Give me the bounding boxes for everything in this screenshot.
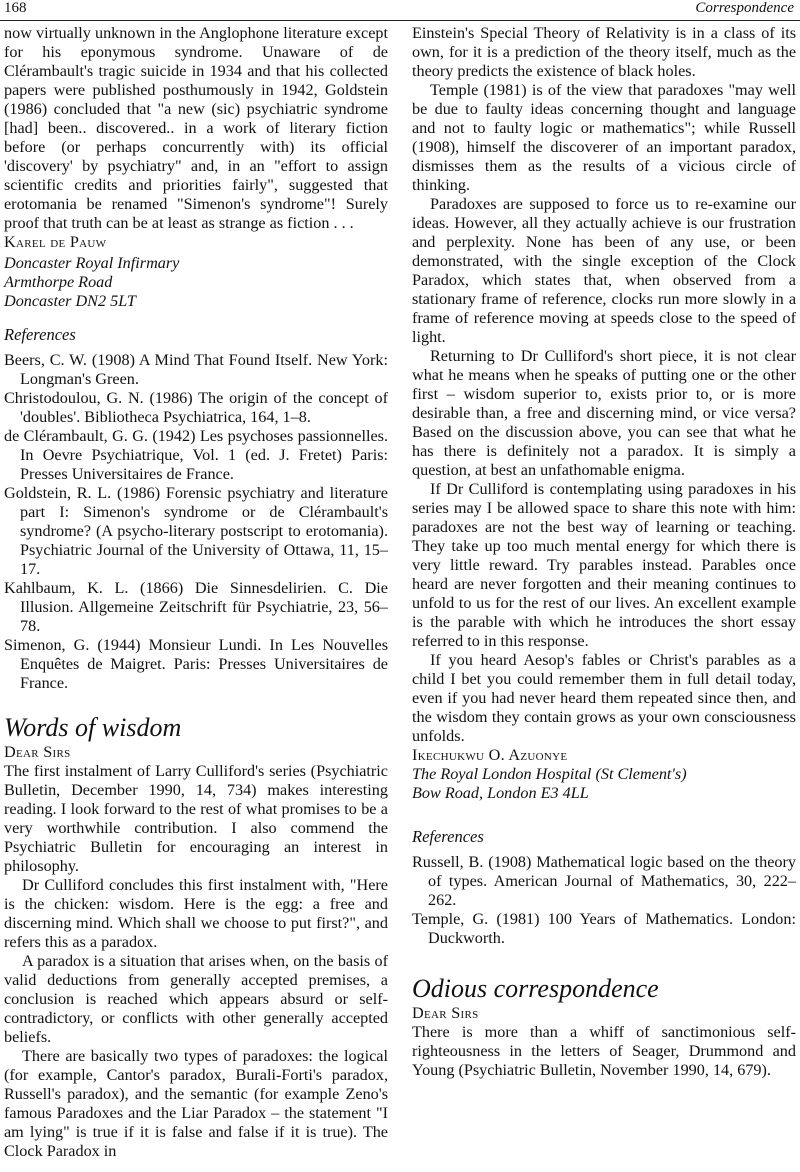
reference-item: Kahlbaum, K. L. (1866) Die Sinnesdelirien. C. Die Illusion. Allgemeine Zeitschrift für Psychiatrie, 23, 56–78. (4, 579, 388, 635)
page-header (0, 0, 800, 22)
address-line: Armthorpe Road (4, 273, 113, 291)
address-line: Doncaster DN2 5LT (4, 292, 136, 310)
section-title: Words of wisdom (4, 713, 182, 742)
signature: Ikechukwu O. Azuonye (412, 746, 568, 764)
section-title: Odious correspondence (412, 974, 659, 1003)
signature: Karel de Pauw (4, 233, 107, 251)
letter-paragraph: Dr Culliford concludes this first instalment with, "Here is the chicken: wisdom. Here is the egg: a free and discerning mind. Which shall we choose to put first?", and refers this as a paradox. (4, 876, 388, 951)
author-address (412, 765, 796, 803)
letter-paragraph: A paradox is a situation that arises when, on the basis of valid deductions from generally accepted premises, a conclusion is reached which appears absurd or self-contradictory, or conflicts with other generally accepted beliefs. (4, 952, 388, 1046)
letter-paragraph: There are basically two types of paradoxes: the logical (for example, Cantor's paradox, Burali-Forti's paradox, Russell's paradox), and the semantic (for example Zeno's famous Paradoxes and the Liar Paradox – the statement "I am lying" is true if it is false and false if it is true). The Clock Paradox in (4, 1047, 388, 1160)
salutation: Dear Sirs (412, 1004, 479, 1022)
letter-paragraph: If you heard Aesop's fables or Christ's parables as a child I bet you could remember them in full detail today, even if you had never heard them repeated since then, and the wisdom they contain grows as your own consciousness unfolds. (412, 651, 796, 745)
reference-item: Russell, B. (1908) Mathematical logic based on the theory of types. American Journal of Mathematics, 30, 222–262. (412, 853, 796, 909)
references-heading: References (4, 325, 76, 344)
reference-item: Temple, G. (1981) 100 Years of Mathematics. London: Duckworth. (412, 910, 796, 947)
reference-item: Simenon, G. (1944) Monsieur Lundi. In Les Nouvelles Enquêtes de Maigret. Paris: Presses Universitaires de France. (4, 636, 388, 692)
reference-item: de Clérambault, G. G. (1942) Les psychoses passionnelles. In Oevre Psychiatrique, Vol. 1 (ed. J. Fretet) Paris: Presses Universitaires de France. (4, 427, 388, 483)
letter-paragraph: Paradoxes are supposed to force us to re-examine our ideas. However, all they actually achieve is our frustration and perplexity. None has been of any use, or been demonstrated, with the single exception of the Clock Paradox, which states that, when observed from a stationary frame of reference, clocks run more slowly in a frame of reference moving at speeds close to the speed of light. (412, 195, 796, 346)
references-heading: References (412, 827, 484, 846)
running-title: Correspondence (695, 0, 794, 16)
reference-item: Beers, C. W. (1908) A Mind That Found Itself. New York: Longman's Green. (4, 351, 388, 388)
address-line: Bow Road, London E3 4LL (412, 784, 589, 802)
letter-paragraph: If Dr Culliford is contemplating using paradoxes in his series may I be allowed space to share this note with him: paradoxes are not the best way of learning or teaching. They take up too much mental energy for which there is very little reward. Try parables instead. Parables once heard are never forgotten and their meaning continues to unfold to us for the rest of our lives. An excellent example is the parable with which he introduces the short essay referred to in this response. (412, 480, 796, 650)
address-line: The Royal London Hospital (St Clement's) (412, 765, 687, 783)
letter-paragraph: Returning to Dr Culliford's short piece, it is not clear what he means when he speaks of putting one or the other first – wisdom superior to, exists prior to, or is more desirable than, a free and discerning mind, or vice versa? Based on the discussion above, you can see that what he has there is definitely not a paradox. It is simply a question, at best an unfathomable enigma. (412, 347, 796, 479)
references-list (412, 853, 796, 948)
letter-paragraph: Temple (1981) is of the view that paradoxes "may well be due to faulty ideas concerning thought and language and not to faulty logic or mathematics"; while Russell (1908), himself the discoverer of an important paradox, dismisses them as the results of a vicious circle of thinking. (412, 81, 796, 194)
letter-paragraph: There is more than a whiff of sanctimonious self-righteousness in the letters of Seager, Drummond and Young (Psychiatric Bulletin, November 1990, 14, 679). (412, 1023, 796, 1079)
letter-paragraph: now virtually unknown in the Anglophone literature except for his eponymous syndrome. Unaware of de Clérambault's tragic suicide in 1934 and that his collected papers were published posthumously in 1942, Goldstein (1986) concluded that "a new (sic) psychiatric syndrome [had] been.. discovered.. in a work of literary fiction before (or perhaps concurrently with) its official 'discovery' by psychiatry" and, in an "effort to assign scientific credits and priorities fairly", suggested that erotomania be renamed "Simenon's syndrome"! Surely proof that truth can be at least as strange as fiction . . . (4, 24, 388, 232)
address-line: Doncaster Royal Infirmary (4, 254, 180, 272)
references-list (4, 351, 388, 693)
reference-item: Goldstein, R. L. (1986) Forensic psychiatry and literature part I: Simenon's syndrome or de Clérambault's syndrome? (A psycho-literary postscript to erotomania). Psychiatric Journal of the University of Ottawa, 11, 15–17. (4, 484, 388, 578)
reference-item: Christodoulou, G. N. (1986) The origin of the concept of 'doubles'. Bibliotheca Psychiatrica, 164, 1–8. (4, 389, 388, 426)
right-column (412, 24, 796, 1080)
salutation: Dear Sirs (4, 743, 71, 761)
letter-paragraph: The first instalment of Larry Culliford's series (Psychiatric Bulletin, December 1990, 14, 734) makes interesting reading. I look forward to the rest of what promises to be a very worthwhile contribution. I also commend the Psychiatric Bulletin for encouraging an interest in philosophy. (4, 762, 388, 875)
header-rule (0, 20, 800, 21)
letter-paragraph: Einstein's Special Theory of Relativity is in a class of its own, for it is a prediction of the theory itself, much as the theory predicts the existence of black holes. (412, 24, 796, 80)
page-number: 168 (4, 0, 27, 16)
left-column (4, 24, 388, 1161)
author-address (4, 254, 388, 311)
